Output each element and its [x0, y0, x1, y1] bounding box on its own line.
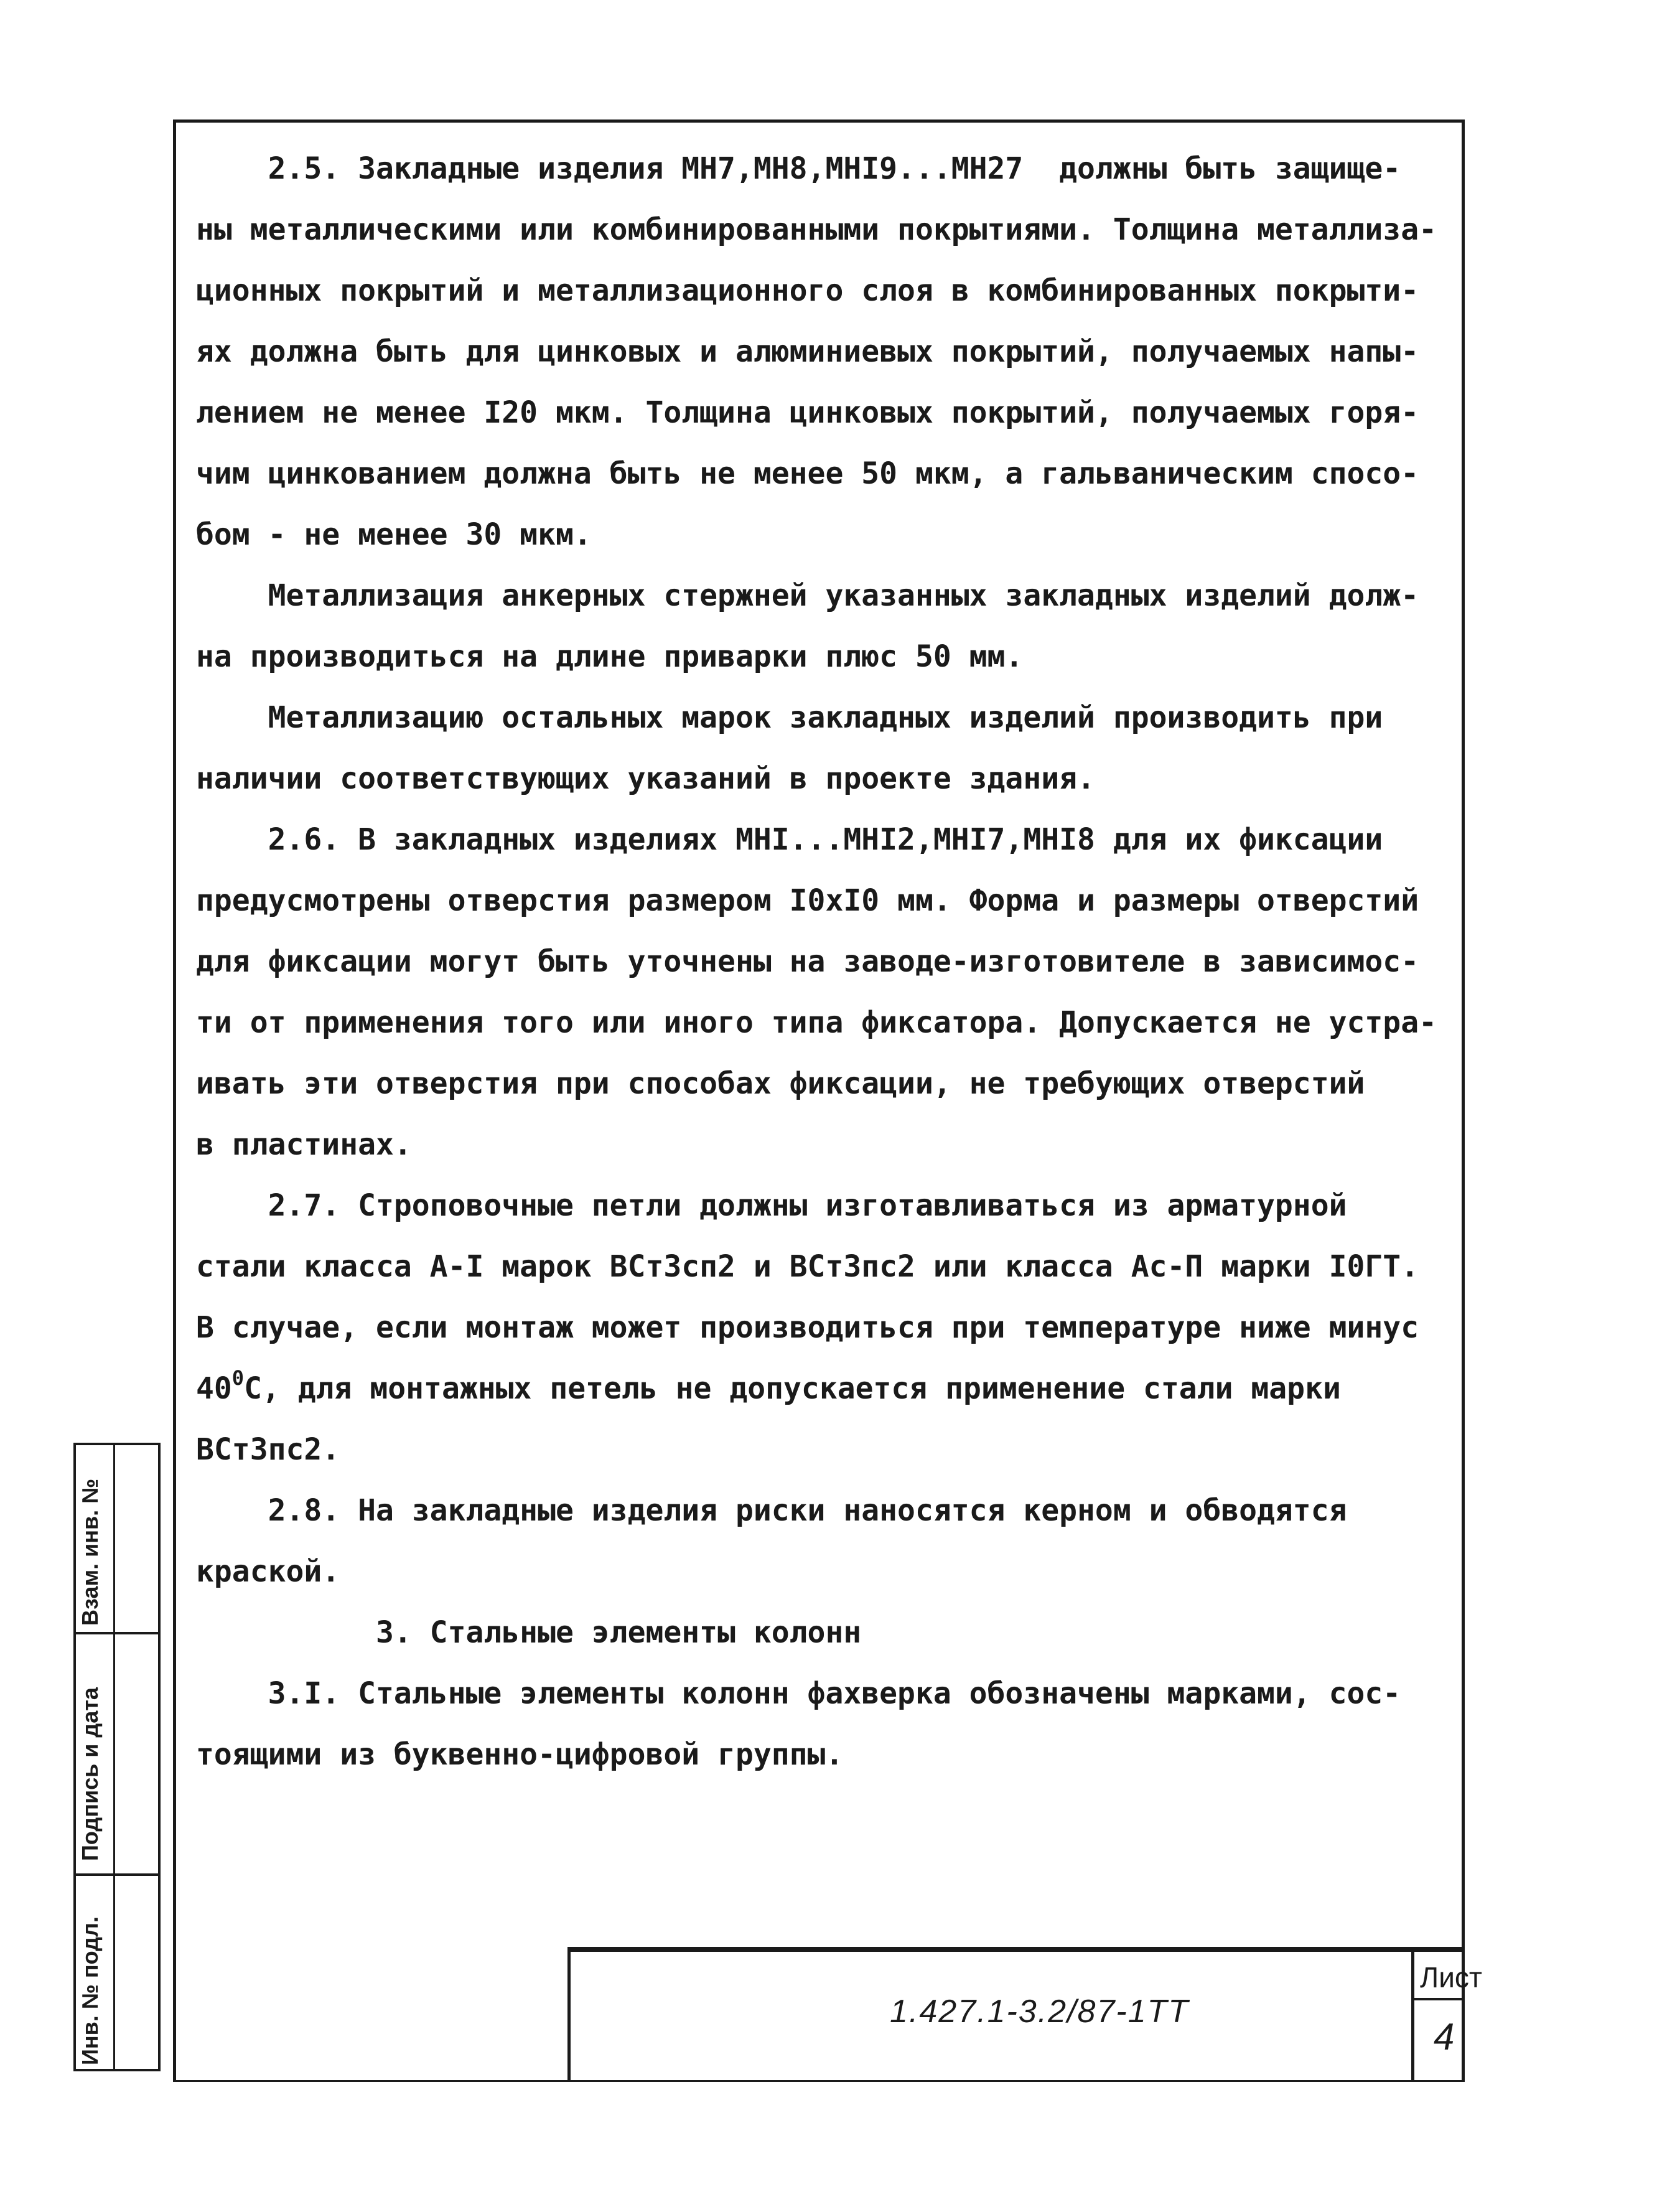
degree-mark: 0	[231, 1366, 245, 1390]
text-line: тоящими из буквенно-цифровой группы.	[196, 1737, 844, 1772]
text-line: краской.	[196, 1554, 340, 1589]
text-line: лением не менее I20 мкм. Толщина цинковых покрытий, получаемых горя-	[196, 395, 1419, 430]
text-line: на производиться на длине приварки плюс 50 мм.	[196, 639, 1024, 674]
text-line: 2.8. На закладные изделия риски наносятся керном и обводятся	[196, 1493, 1347, 1528]
temp-text: С, для монтажных петель не допускается применение стали марки	[244, 1371, 1341, 1406]
stamp-label-original-inv: Инв. № подл.	[77, 1916, 103, 2065]
stamp-label-signature-date: Подпись и дата	[77, 1687, 103, 1861]
text-line: 3.I. Стальные элементы колонн фахверка обозначены марками, сос-	[196, 1676, 1401, 1711]
temperature-line	[196, 1358, 1453, 1419]
text-line: 2.7. Строповочные петли должны изготавливаться из арматурной	[196, 1188, 1347, 1223]
stamp-label-replaced-inv: Взам. инв. №	[77, 1478, 103, 1626]
text-line: для фиксации могут быть уточнены на заводе-изготовителе в зависимос-	[196, 944, 1419, 979]
section-heading-text: 3. Стальные элементы колонн	[375, 1615, 862, 1650]
text-line: 2.6. В закладных изделиях МНI...МНI2,МНI7,МНI8 для их фиксации	[196, 822, 1383, 857]
text-line: ционных покрытий и металлизационного слоя в комбинированных покрыти-	[196, 273, 1419, 308]
temp-value: 40	[196, 1371, 232, 1406]
document-code: 1.427.1-3.2/87-1ТТ	[890, 1994, 1190, 2030]
text-line: бом - не менее 30 мкм.	[196, 517, 592, 552]
text-line: В случае, если монтаж может производиться при температуре ниже минус	[196, 1310, 1419, 1345]
text-line: ВСт3пс2.	[196, 1432, 340, 1467]
text-line: наличии соответствующих указаний в проекте здания.	[196, 761, 1095, 796]
text-line: чим цинкованием должна быть не менее 50 мкм, а гальваническим спосо-	[196, 456, 1419, 491]
body-text	[196, 138, 1453, 1785]
sheet-label: Лист	[1420, 1961, 1482, 1994]
text-line: стали класса А-I марок ВСт3сп2 и ВСт3пс2 или класса Ас-П марки I0ГТ.	[196, 1249, 1419, 1284]
text-line: ях должна быть для цинковых и алюминиевых покрытий, получаемых напы-	[196, 334, 1419, 369]
text-line: предусмотрены отверстия размером I0хI0 мм. Форма и размеры отверстий	[196, 883, 1419, 918]
stamp-row-divider	[76, 1873, 158, 1876]
text-line: 2.5. Закладные изделия МН7,МН8,МНI9...МН27 должны быть защище-	[196, 151, 1401, 186]
sheet-number: 4	[1434, 2016, 1455, 2058]
sheet-divider	[1411, 1998, 1465, 2000]
section-heading	[196, 1602, 1453, 1663]
text-line: Металлизацию остальных марок закладных изделий производить при	[196, 700, 1383, 735]
text-line: ивать эти отверстия при способах фиксации, не требующих отверстий	[196, 1066, 1365, 1101]
text-line: ны металлическими или комбинированными покрытиями. Толщина металлиза-	[196, 212, 1437, 247]
stamp-row-divider	[76, 1632, 158, 1634]
text-line: Металлизация анкерных стержней указанных закладных изделий долж-	[196, 578, 1419, 613]
text-line: ти от применения того или иного типа фиксатора. Допускается не устра-	[196, 1005, 1437, 1040]
stamp-divider	[113, 1445, 115, 2069]
text-line: в пластинах.	[196, 1127, 412, 1162]
